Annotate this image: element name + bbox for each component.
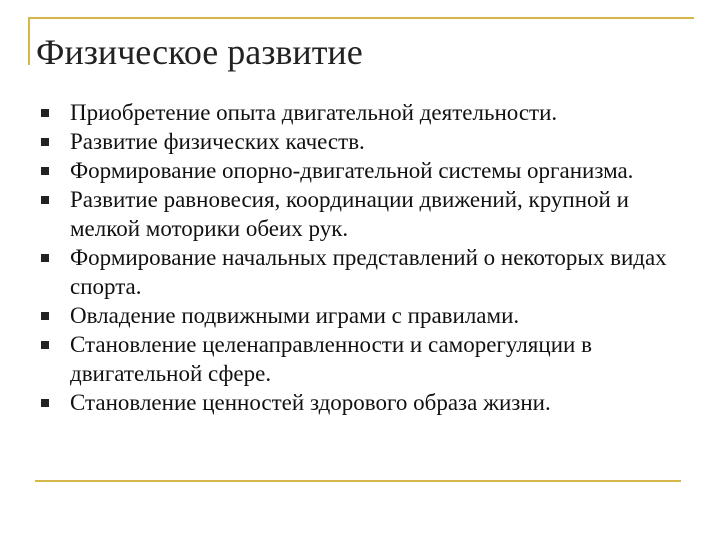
square-bullet-icon: [41, 109, 49, 117]
bullet-text: Овладение подвижными играми с правилами.: [70, 303, 520, 328]
bullet-text: Развитие равновесия, координации движений, крупной и мелкой моторики обеих рук.: [70, 187, 629, 241]
square-bullet-icon: [41, 254, 49, 262]
bullet-item: [38, 156, 688, 185]
bullet-item: [38, 388, 688, 417]
bullet-item: [38, 243, 688, 301]
bullet-text: Становление целенаправленности и саморегуляции в двигательной сфере.: [70, 332, 592, 386]
bullet-text: Становление ценностей здорового образа жизни.: [70, 390, 551, 415]
bullet-text: Формирование опорно-двигательной системы организма.: [70, 158, 634, 183]
title-frame-top-line: [28, 17, 694, 19]
square-bullet-icon: [41, 341, 49, 349]
square-bullet-icon: [41, 196, 49, 204]
bullet-text: Приобретение опыта двигательной деятельности.: [70, 100, 558, 125]
bullet-item: [38, 127, 688, 156]
square-bullet-icon: [41, 167, 49, 175]
bullet-item: [38, 330, 688, 388]
bullet-list: [38, 98, 688, 417]
bullet-item: [38, 98, 688, 127]
bullet-item: [38, 185, 688, 243]
square-bullet-icon: [41, 399, 49, 407]
bottom-divider-line: [35, 480, 681, 482]
bullet-text: Развитие физических качеств.: [70, 129, 365, 154]
bullet-item: [38, 301, 688, 330]
title-frame-left-line: [28, 17, 30, 65]
square-bullet-icon: [41, 138, 49, 146]
bullet-text: Формирование начальных представлений о некоторых видах спорта.: [70, 245, 667, 299]
square-bullet-icon: [41, 312, 49, 320]
slide-title: Физическое развитие: [36, 32, 363, 72]
